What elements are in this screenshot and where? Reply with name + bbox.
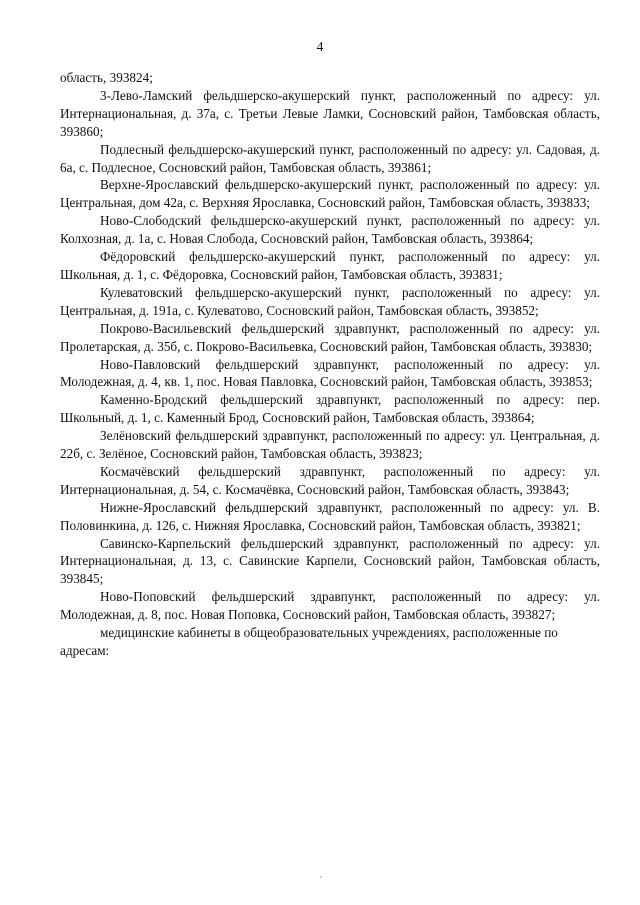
paragraph-novo-slobodsky: Ново-Слободский фельдшерско-акушерский пункт, расположенный по адресу: ул. Колхозная, д. 1а, с. Новая Слобода, Сосновский район, Тамбовская область, 393864;	[60, 213, 600, 247]
paragraph-medical-offices: медицинские кабинеты в общеобразовательных учреждениях, расположенные по адресам:	[60, 625, 558, 658]
paragraph-novo-pavlovsky: Ново-Павловский фельдшерский здравпункт, расположенный по адресу: ул. Молодежная, д. 4, кв. 1, пос. Новая Павловка, Сосновский район, Тамбовская область, 393853;	[60, 356, 600, 390]
paragraph-kamenno-brodsky: Каменно-Бродский фельдшерский здравпункт, расположенный по адресу: пер. Школьный, д. 1, с. Каменный Брод, Сосновский район, Тамбовская область, 393864;	[60, 392, 600, 426]
paragraph-pokrovo-vasilievsky: Покрово-Васильевский фельдшерский здравпункт, расположенный по адресу: ул. Пролетарская, д. 35б, с. Покрово-Васильевка, Сосновский район, Тамбовская область, 393830;	[60, 320, 600, 354]
paragraph-kosmachevsky: Космачёвский фельдшерский здравпункт, расположенный по адресу: ул. Интернациональная, д. 54, с. Космачёвка, Сосновский район, Тамбовская область, 393843;	[60, 463, 600, 497]
paragraph-fedorovsky: Фёдоровский фельдшерско-акушерский пункт, расположенный по адресу: ул. Школьная, д. 1, с. Фёдоровка, Сосновский район, Тамбовская область, 393831;	[60, 249, 600, 282]
page-number: 4	[316, 39, 324, 54]
paragraph-savinsko-karpelsky: Савинско-Карпельский фельдшерский здравпункт, расположенный по адресу: ул. Интернациональная, д. 13, с. Савинские Карпели, Сосновский район, Тамбовская область, 393845;	[60, 535, 600, 587]
paragraph-kulevatovsky: Кулеватовский фельдшерско-акушерский пункт, расположенный по адресу: ул. Центральная, д. 191а, с. Кулеватово, Сосновский район, Тамбовская область, 393852;	[60, 284, 600, 318]
paragraph-novo-popovsky: Ново-Поповский фельдшерский здравпункт, расположенный по адресу: ул. Молодежная, д. 8, пос. Новая Поповка, Сосновский район, Тамбовская область, 393827;	[60, 589, 600, 623]
scan-speck	[320, 876, 322, 878]
paragraph-levo-lamsky: 3-Лево-Ламский фельдшерско-акушерский пункт, расположенный по адресу: ул. Интернациональная, д. 37а, с. Третьи Левые Ламки, Сосновский район, Тамбовская область, 393860;	[60, 87, 600, 139]
document-body	[60, 69, 600, 660]
paragraph-address-continuation: область, 393824;	[60, 70, 153, 85]
paragraph-verkhne-yaroslavsky: Верхне-Ярославский фельдшерско-акушерский пункт, расположенный по адресу: ул. Центральная, дом 42а, с. Верхняя Ярославка, Сосновский район, Тамбовская область, 393833;	[60, 177, 600, 211]
paragraph-nizhne-yaroslavsky: Нижне-Ярославский фельдшерский здравпункт, расположенный по адресу: ул. В. Половинкина, д. 126, с. Нижняя Ярославка, Сосновский район, Тамбовская область, 393821;	[60, 499, 600, 533]
paragraph-podlesny: Подлесный фельдшерско-акушерский пункт, расположенный по адресу: ул. Садовая, д. 6а, с. Подлесное, Сосновский район, Тамбовская область, 393861;	[60, 141, 600, 175]
paragraph-zelenovsky: Зелёновский фельдшерский здравпункт, расположенный по адресу: ул. Центральная, д. 22б, с. Зелёное, Сосновский район, Тамбовская область, 393823;	[60, 428, 600, 462]
